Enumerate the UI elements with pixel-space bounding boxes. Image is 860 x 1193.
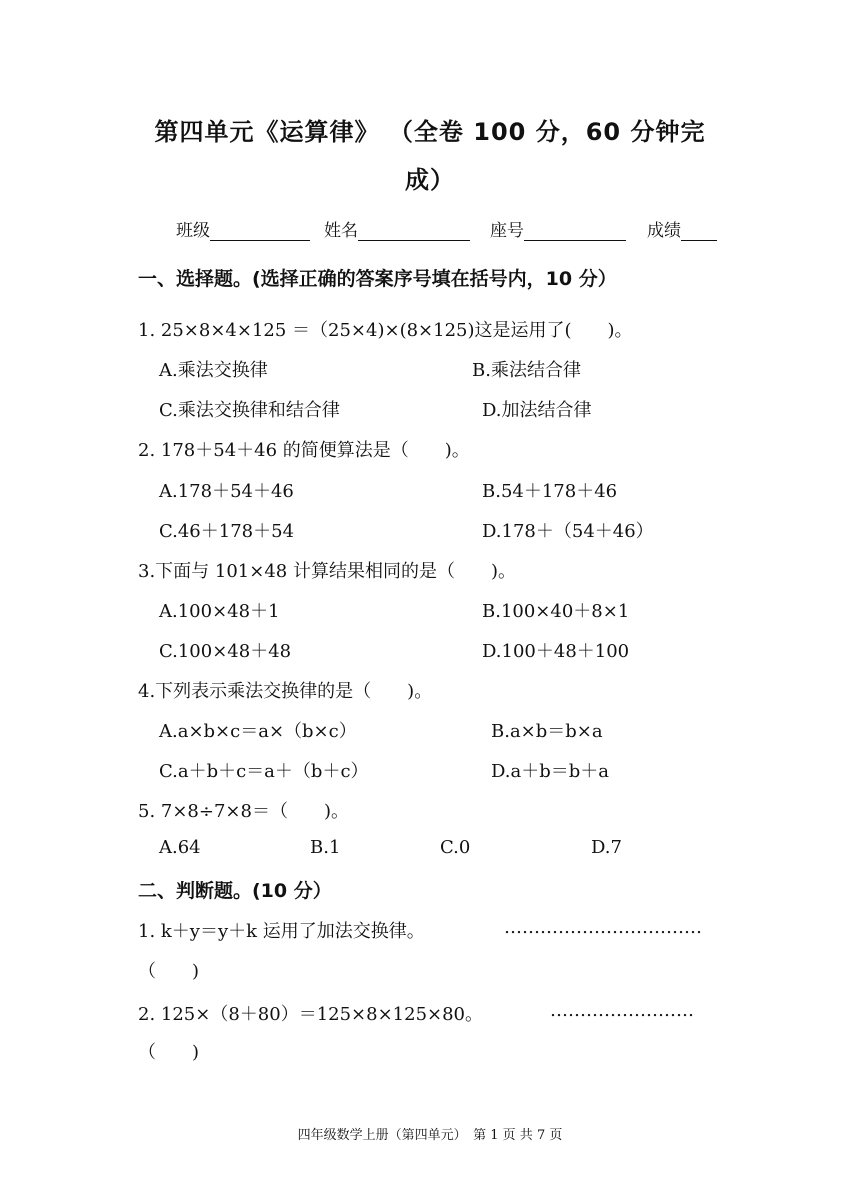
page-title-line-1: 第四单元《运算律》 （全卷 100 分，60 分钟完 (154, 118, 706, 146)
q2-option-d: D.178＋（54＋46） (482, 521, 654, 542)
q5-option-d: D.7 (591, 837, 622, 858)
q3-option-c: C.100×48＋48 (159, 641, 292, 662)
q1-option-a: A.乘法交换律 (159, 360, 268, 381)
score-field (647, 216, 717, 241)
q4-option-d: D.a＋b＝b＋a (491, 761, 610, 782)
name-blank[interactable] (358, 222, 470, 241)
q4-option-a: A.a×b×c＝a×（b×c） (159, 721, 357, 742)
score-blank[interactable] (681, 222, 717, 241)
question-4: 4.下列表示乘法交换律的是（ )。 (138, 681, 433, 702)
q1-option-c: C.乘法交换律和结合律 (159, 400, 340, 421)
page-footer: 四年级数学上册（第四单元） 第 1 页 共 7 页 (297, 1128, 563, 1143)
q3-option-b: B.100×40＋8×1 (482, 601, 630, 622)
q1-option-b: B.乘法结合律 (472, 360, 581, 381)
judge-question-1: 1. k＋y＝y＋k 运用了加法交换律。 (138, 921, 425, 942)
q4-option-b: B.a×b＝b×a (491, 721, 603, 742)
seat-label: 座号 (490, 221, 524, 241)
judge-1-dots: …………………………… (504, 917, 702, 938)
q2-option-a: A.178＋54＋46 (159, 481, 294, 502)
q2-option-c: C.46＋178＋54 (159, 521, 295, 542)
q5-option-c: C.0 (440, 837, 471, 858)
seat-blank[interactable] (524, 222, 626, 241)
q3-option-d: D.100＋48＋100 (482, 641, 630, 662)
q2-option-b: B.54＋178＋46 (482, 481, 618, 502)
class-label: 班级 (176, 221, 210, 241)
question-3: 3.下面与 101×48 计算结果相同的是（ )。 (138, 561, 516, 582)
q5-option-a: A.64 (159, 837, 201, 858)
judge-2-dots: …………………… (550, 1000, 694, 1021)
name-field (324, 216, 470, 241)
q4-option-c: C.a＋b＋c＝a＋（b＋c） (159, 761, 369, 782)
section-heading-choice: 一、选择题。(选择正确的答案序号填在括号内，10 分） (138, 268, 617, 290)
page-title-line-2: 成） (405, 166, 455, 194)
section-heading-judge: 二、判断题。(10 分） (138, 880, 332, 902)
question-1: 1. 25×8×4×125 ＝（25×4)×(8×125)这是运用了( )。 (138, 320, 633, 341)
seat-field (490, 216, 626, 241)
class-field (176, 216, 310, 241)
score-label: 成绩 (647, 221, 681, 241)
judge-question-2: 2. 125×（8＋80）＝125×8×125×80。 (138, 1004, 484, 1025)
judge-1-answer-paren[interactable]: （ ) (138, 961, 200, 982)
q1-option-d: D.加法结合律 (482, 400, 592, 421)
q3-option-a: A.100×48＋1 (159, 601, 280, 622)
name-label: 姓名 (324, 221, 358, 241)
q5-option-b: B.1 (310, 837, 341, 858)
class-blank[interactable] (210, 222, 310, 241)
question-2: 2. 178＋54＋46 的简便算法是（ )。 (138, 440, 470, 461)
question-5: 5. 7×8÷7×8＝（ )。 (138, 801, 349, 822)
judge-2-answer-paren[interactable]: （ ) (138, 1042, 200, 1063)
